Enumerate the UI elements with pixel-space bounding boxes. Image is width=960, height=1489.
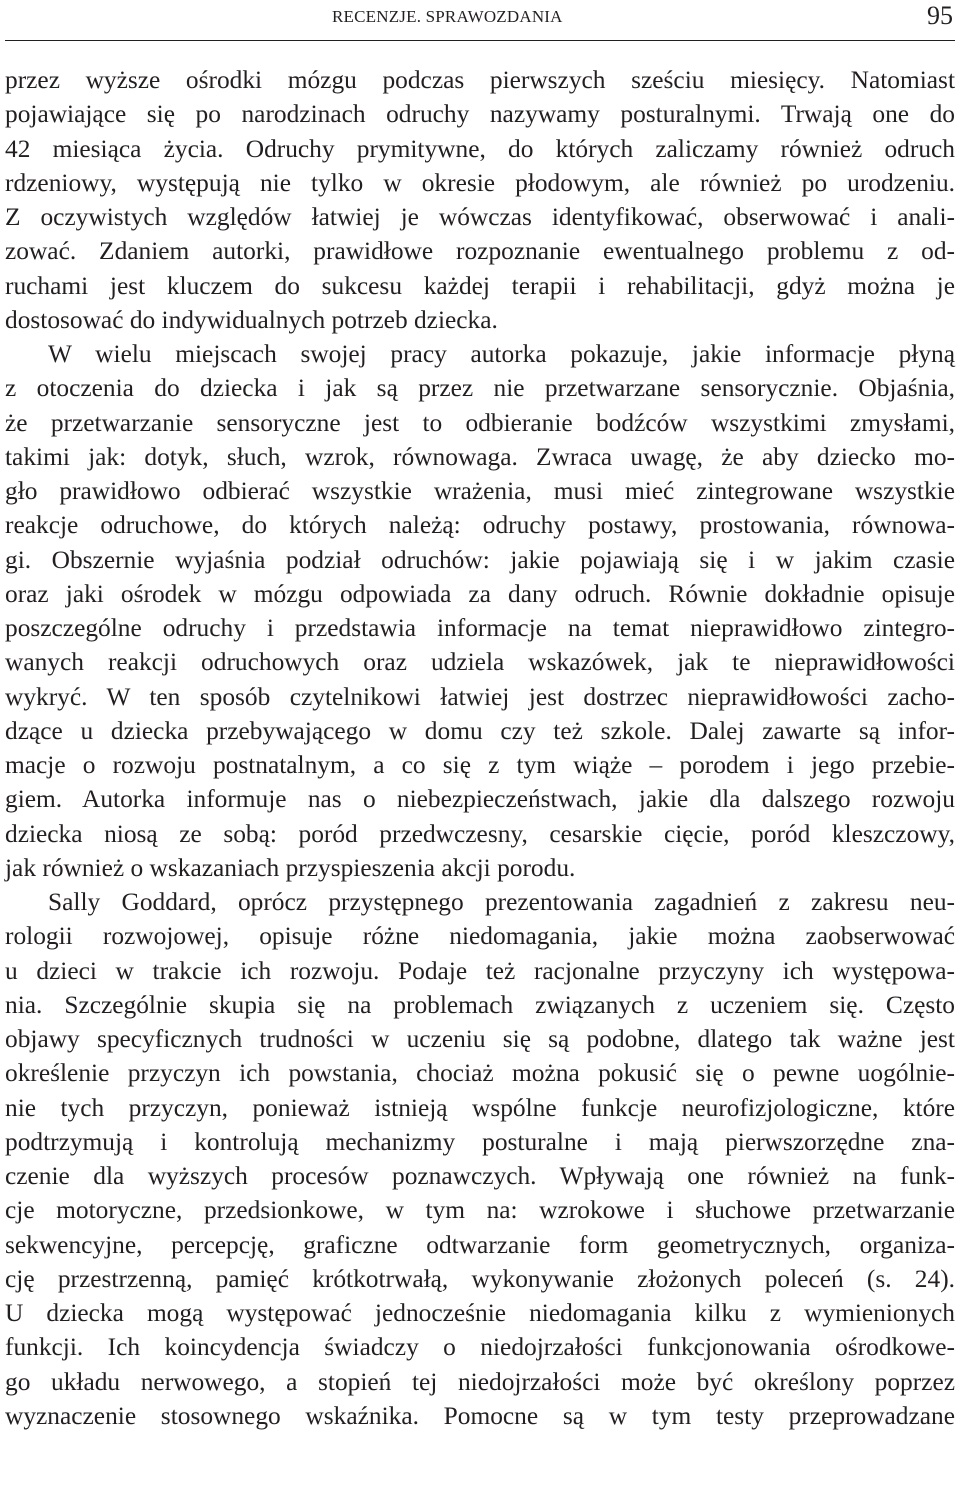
text-line: takimi jak: dotyk, słuch, wzrok, równowaga. Zwraca uwagę, że aby dziecko mo- [5, 442, 955, 471]
text-line: rdzeniowy, występują nie tylko w okresie płodowym, ale również po urodzeniu. [5, 168, 955, 197]
text-line: U dziecka mogą występować jednocześnie niedomagania kilku z wymienionych [5, 1299, 955, 1327]
text-line: ruchami jest kluczem do sukcesu każdej terapii i rehabilitacji, gdyż można je [5, 271, 955, 300]
text-line: nia. Szczególnie skupia się na problemach związanych z uczeniem się. Często [5, 990, 955, 1019]
text-line: pojawiające się po narodzinach odruchy nazywamy posturalnymi. Trwają one do [5, 100, 955, 129]
text-line: poszczególne odruchy i przedstawia informacje na temat nieprawidłowo zintegro- [5, 614, 955, 642]
text-line: rologii rozwojowej, opisuje różne niedomagania, jakie można zaobserwować [5, 922, 955, 951]
text-line: go układu nerwowego, a stopień tej niedojrzałości może być określony poprzez [5, 1367, 955, 1396]
text-line: objawy specyficznych trudności w uczeniu się są podobne, dlatego tak ważne jest [5, 1025, 955, 1053]
text-line: przez wyższe ośrodki mózgu podczas pierwszych sześciu miesięcy. Natomiast [5, 66, 955, 94]
page-number: 95 [927, 1, 953, 30]
body-text [5, 63, 955, 1433]
text-line: wyznaczenie stosownego wskaźnika. Pomocne są w tym testy przeprowadzane [5, 1401, 955, 1430]
page-header [5, 0, 955, 41]
text-line: zować. Zdaniem autorki, prawidłowe rozpoznanie ewentualnego problemu z od- [5, 237, 955, 266]
text-line: dziecka niosą ze sobą: poród przedwczesny, cesarskie cięcie, poród kleszczowy, [5, 819, 955, 848]
text-line: giem. Autorka informuje nas o niebezpieczeństwach, jakie dla dalszego rozwoju [5, 785, 955, 814]
text-line: określenie przyczyn ich powstania, chociaż można pokusić się o pewne uogólnie- [5, 1059, 955, 1088]
text-line: Z oczywistych względów łatwiej je wówczas identyfikować, obserwować i anali- [5, 203, 955, 231]
text-line: oraz jaki ośrodek w mózgu odpowiada za dany odruch. Równie dokładnie opisuje [5, 579, 955, 608]
text-line: 42 miesiąca życia. Odruchy prymitywne, do których zaliczamy również odruch [5, 134, 955, 163]
text-line: podtrzymują i kontrolują mechanizmy posturalne i mają pierwszorzędne zna- [5, 1127, 955, 1156]
text-line: Sally Goddard, oprócz przystępnego prezentowania zagadnień z zakresu neu- [48, 888, 955, 916]
text-line: wanych reakcji odruchowych oraz udziela wskazówek, jak te nieprawidłowości [5, 648, 955, 677]
text-line: sekwencyjne, percepcję, graficzne odtwarzanie form geometrycznych, organiza- [5, 1230, 955, 1259]
text-line: dzące u dziecka przebywającego w domu czy też szkole. Dalej zawarte są infor- [5, 716, 955, 745]
text-line: cje motoryczne, przedsionkowe, w tym na: wzrokowe i słuchowe przetwarzanie [5, 1196, 955, 1225]
text-line: jak również o wskazaniach przyspieszenia akcji porodu. [5, 853, 576, 882]
text-line: z otoczenia do dziecka i jak są przez nie przetwarzane sensorycznie. Objaśnia, [5, 374, 955, 403]
text-line: funkcji. Ich koincydencja świadczy o niedojrzałości funkcjonowania ośrodkowe- [5, 1333, 955, 1362]
text-line: macje o rozwoju postnatalnym, a co się z tym wiąże – porodem i jego przebie- [5, 751, 955, 779]
text-line: że przetwarzanie sensoryczne jest to odbieranie bodźców wszystkimi zmysłami, [5, 408, 955, 437]
text-line: nie tych przyczyn, ponieważ istnieją wspólne funkcje neurofizjologiczne, które [5, 1093, 955, 1122]
text-line: cję przestrzenną, pamięć krótkotrwałą, wykonywanie złożonych poleceń (s. 24). [5, 1264, 955, 1293]
text-line: czenie dla wyższych procesów poznawczych. Wpływają one również na funk- [5, 1162, 955, 1190]
text-line: gi. Obszernie wyjaśnia podział odruchów: jakie pojawiają się i w jakim czasie [5, 545, 955, 574]
text-line: reakcje odruchowe, do których należą: odruchy postawy, prostowania, równowa- [5, 511, 955, 540]
text-line: W wielu miejscach swojej pracy autorka pokazuje, jakie informacje płyną [48, 340, 955, 368]
text-line: dostosować do indywidualnych potrzeb dziecka. [5, 305, 498, 334]
running-head: RECENZJE. SPRAWOZDANIA [332, 7, 563, 26]
text-line: u dzieci w trakcie ich rozwoju. Podaje też racjonalne przyczyny ich występowa- [5, 956, 955, 985]
text-line: wykryć. W ten sposób czytelnikowi łatwiej jest dostrzec nieprawidłowości zacho- [5, 682, 955, 711]
text-line: gło prawidłowo odbierać wszystkie wrażenia, musi mieć zintegrowane wszystkie [5, 477, 955, 505]
